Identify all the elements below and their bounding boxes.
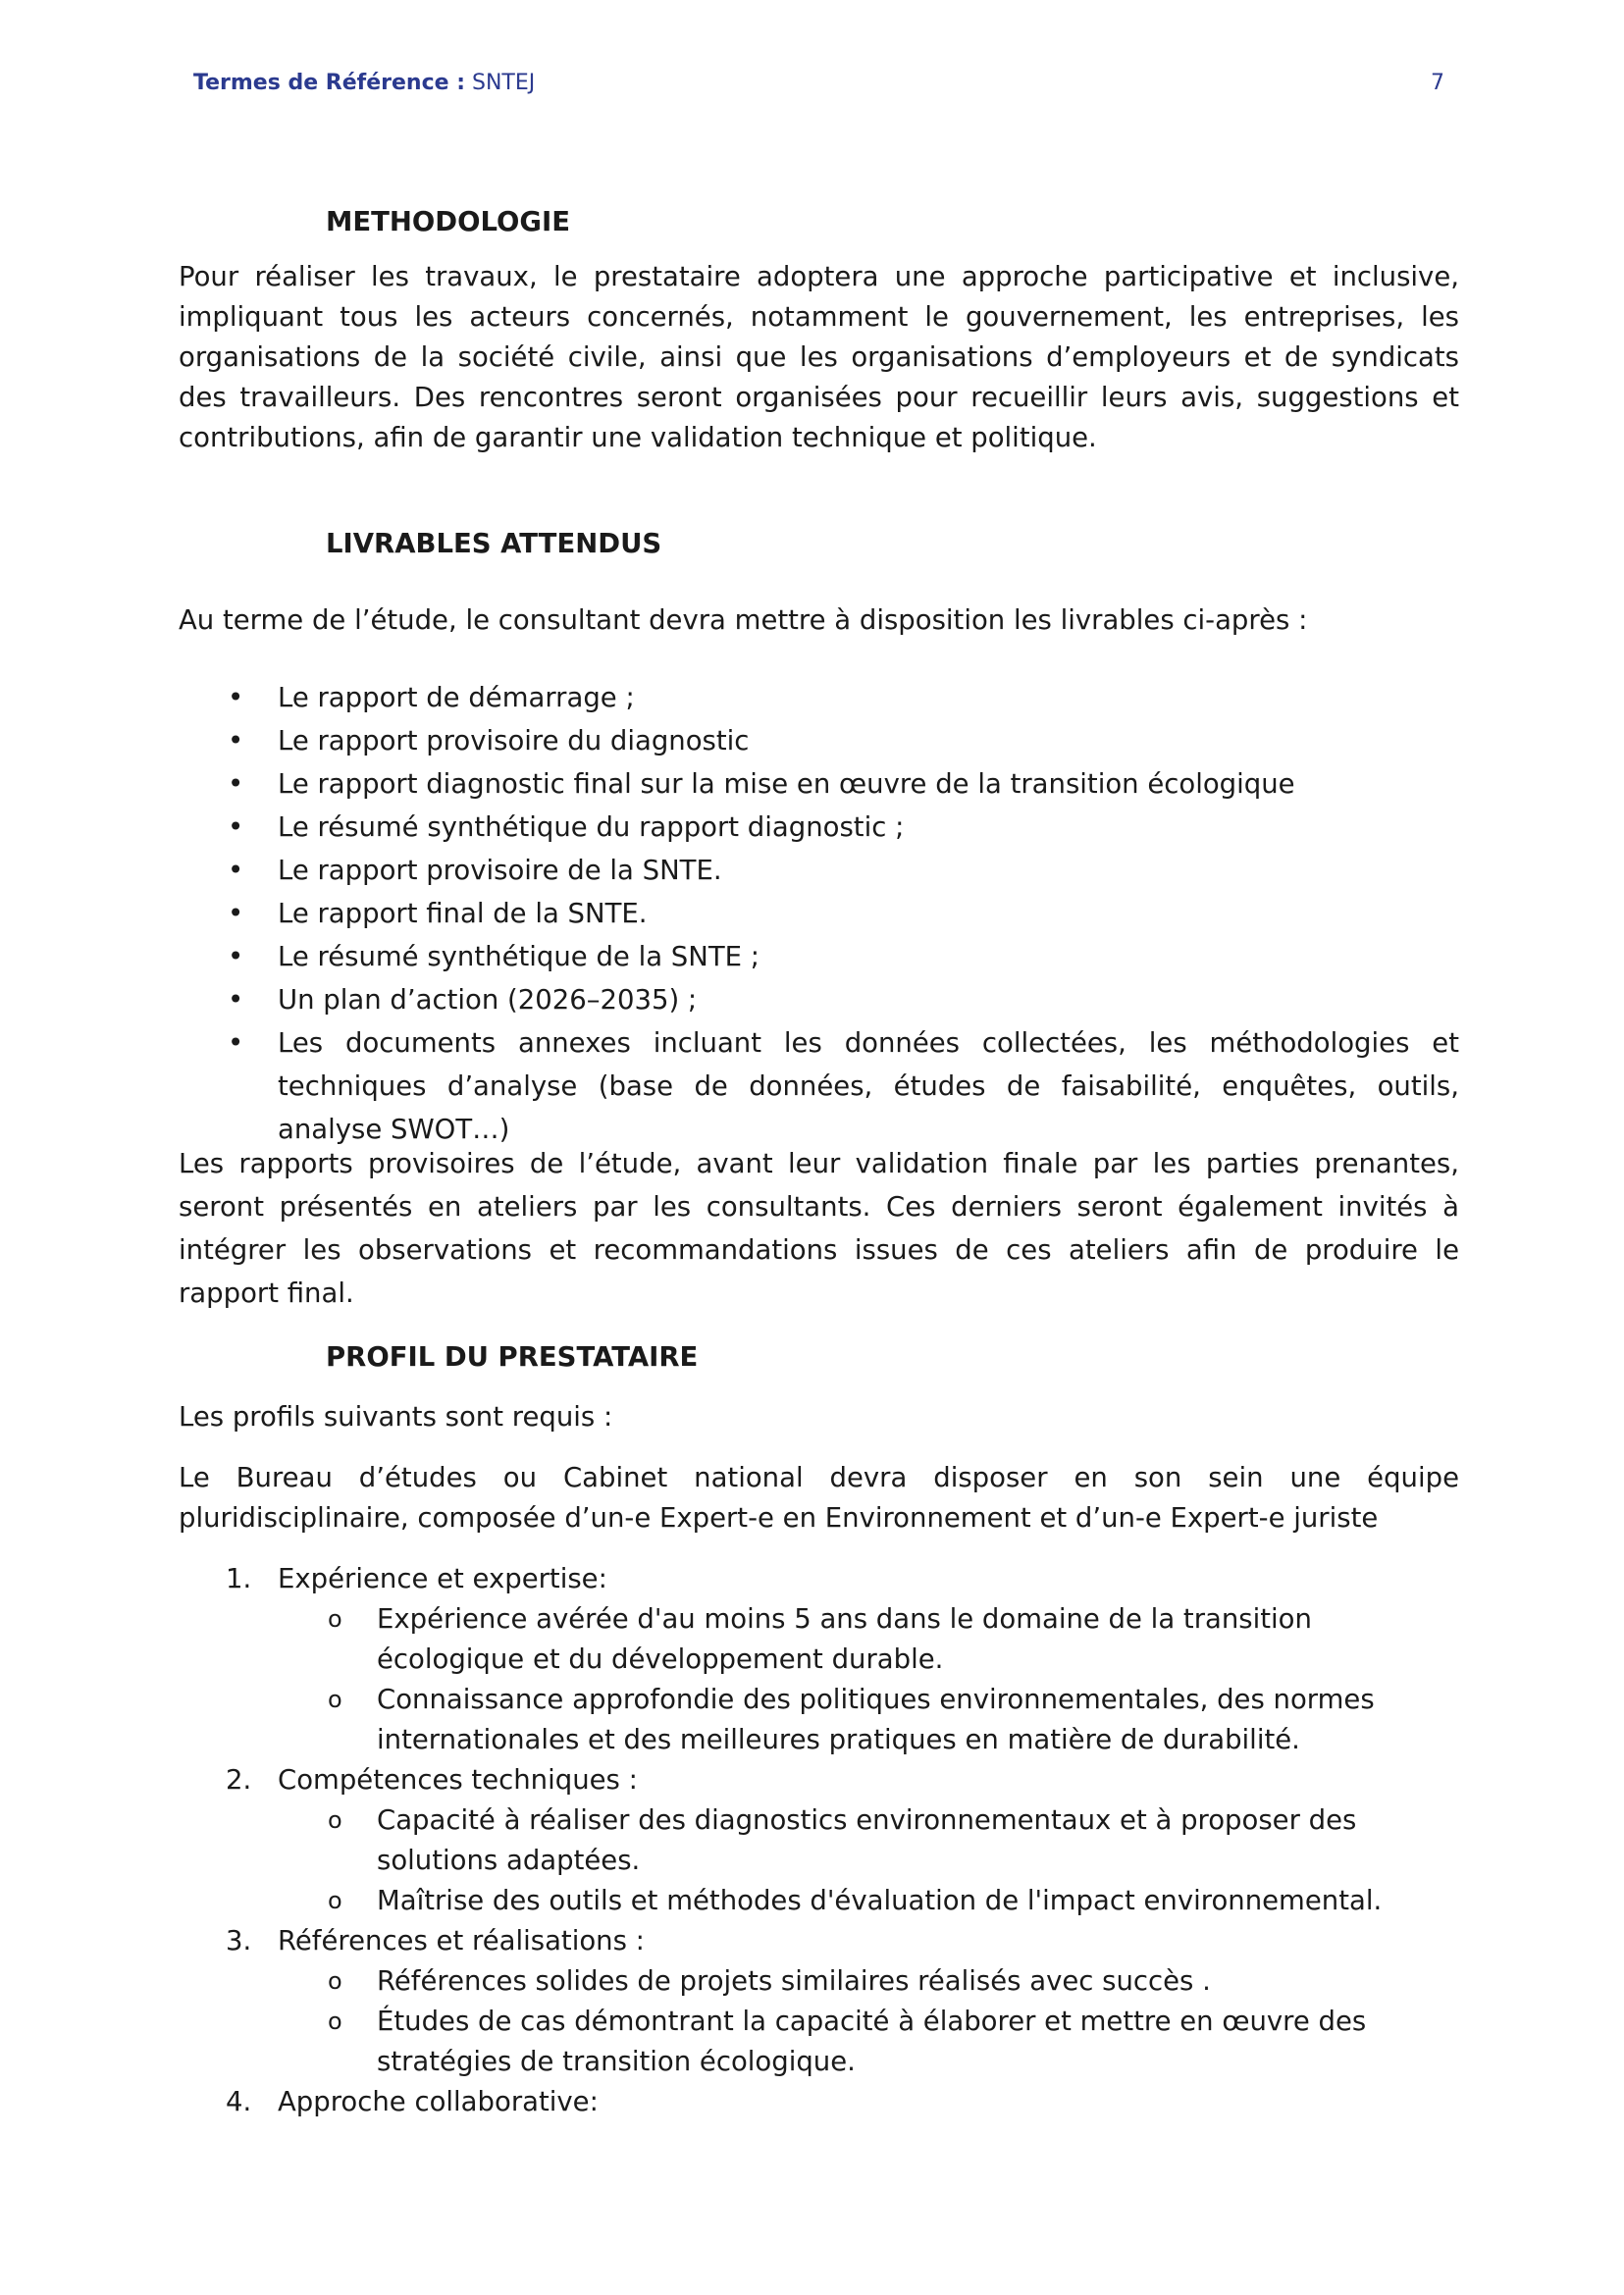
running-header [193,71,535,95]
circle-bullet-icon: o [328,1605,342,1633]
item-number: 2. [226,1764,252,1796]
list-item: • Les documents annexes incluant les données collectées, les méthodologies et techniques d’analyse (base de données, études de faisabilité, enquêtes, outils, analyse SWOT…) [179,1021,1459,1151]
section-title: LIVRABLES ATTENDUS [326,528,662,559]
bullet-icon: • [228,898,244,929]
item-number: 4. [226,2086,252,2117]
bullet-icon: • [228,725,244,756]
livrables-closing-paragraph: Les rapports provisoires de l’étude, avant leur validation finale par les parties prenantes, seront présentés en ateliers par les consultants. Ces derniers seront également invités à intégrer les observations et recommandations issues de ces ateliers afin de produire le rapport final. [179,1148,1459,1309]
bullet-icon: • [228,768,244,800]
list-item: • Le résumé synthétique du rapport diagnostic ; [179,806,1459,849]
bullet-icon: • [228,984,244,1016]
item-label: Approche collaborative: [278,2086,599,2117]
sub-list-item: o Maîtrise des outils et méthodes d'évaluation de l'impact environnemental. [179,1881,1459,1921]
circle-bullet-icon: o [328,1806,342,1834]
sub-list-item: o Références solides de projets similaires réalisés avec succès . [179,1961,1459,2002]
circle-bullet-icon: o [328,1686,342,1713]
sub-list-item: o Capacité à réaliser des diagnostics environnementaux et à proposer des solutions adaptées. [179,1800,1459,1881]
item-number: 3. [226,1925,252,1956]
circle-bullet-icon: o [328,1887,342,1914]
page-number: 7 [1431,71,1444,95]
numbered-item [179,1760,1459,1921]
list-item: • Un plan d’action (2026–2035) ; [179,978,1459,1021]
sub-list [278,1599,1459,1760]
list-item: • Le rapport de démarrage ; [179,676,1459,719]
bullet-icon: • [228,682,244,713]
list-item: • Le résumé synthétique de la SNTE ; [179,935,1459,978]
numbered-item [179,1921,1459,2082]
header-doc: SNTEJ [465,71,536,95]
profil-paragraph: Le Bureau d’études ou Cabinet national devra disposer en son sein une équipe pluridisciplinaire, composée d’un-e Expert-e en Environnement et d’un-e Expert-e juriste [179,1462,1459,1534]
list-item: • Le rapport diagnostic final sur la mise en œuvre de la transition écologique [179,762,1459,806]
sub-list [278,1800,1459,1921]
item-label: Références et réalisations : [278,1925,645,1956]
item-number: 1. [226,1563,252,1594]
livrables-list [179,676,1459,1151]
sub-list-item: o Connaissance approfondie des politiques environnementales, des normes internationales et des meilleures pratiques en matière de durabilité. [179,1680,1459,1760]
sub-list-item: o Expérience avérée d'au moins 5 ans dans le domaine de la transition écologique et du développement durable. [179,1599,1459,1680]
circle-bullet-icon: o [328,2008,342,2035]
livrables-intro: Au terme de l’étude, le consultant devra mettre à disposition les livrables ci-après : [179,604,1308,636]
bullet-icon: • [228,811,244,843]
profil-requirements-list [179,1559,1459,2122]
bullet-icon: • [228,941,244,972]
sub-list [278,1961,1459,2082]
section-title: METHODOLOGIE [326,206,571,237]
list-item: • Le rapport provisoire de la SNTE. [179,849,1459,892]
bullet-icon: • [228,855,244,886]
list-item: • Le rapport provisoire du diagnostic [179,719,1459,762]
item-label: Compétences techniques : [278,1764,638,1796]
numbered-item [179,1559,1459,1760]
sub-list-item: o Études de cas démontrant la capacité à élaborer et mettre en œuvre des stratégies de transition écologique. [179,2002,1459,2082]
numbered-item [179,2082,1459,2122]
bullet-icon: • [228,1027,244,1059]
circle-bullet-icon: o [328,1967,342,1995]
header-label: Termes de Référence : [193,71,465,95]
methodologie-paragraph: Pour réaliser les travaux, le prestataire adoptera une approche participative et inclusive, impliquant tous les acteurs concernés, notamment le gouvernement, les entreprises, les organisations de la société civile, ainsi que les organisations d’employeurs et de syndicats des travailleurs. Des rencontres seront organisées pour recueillir leurs avis, suggestions et contributions, afin de garantir une validation technique et politique. [179,261,1459,453]
item-label: Expérience et expertise: [278,1563,607,1594]
list-item: • Le rapport final de la SNTE. [179,892,1459,935]
profil-intro: Les profils suivants sont requis : [179,1401,613,1433]
section-title: PROFIL DU PRESTATAIRE [326,1341,699,1373]
